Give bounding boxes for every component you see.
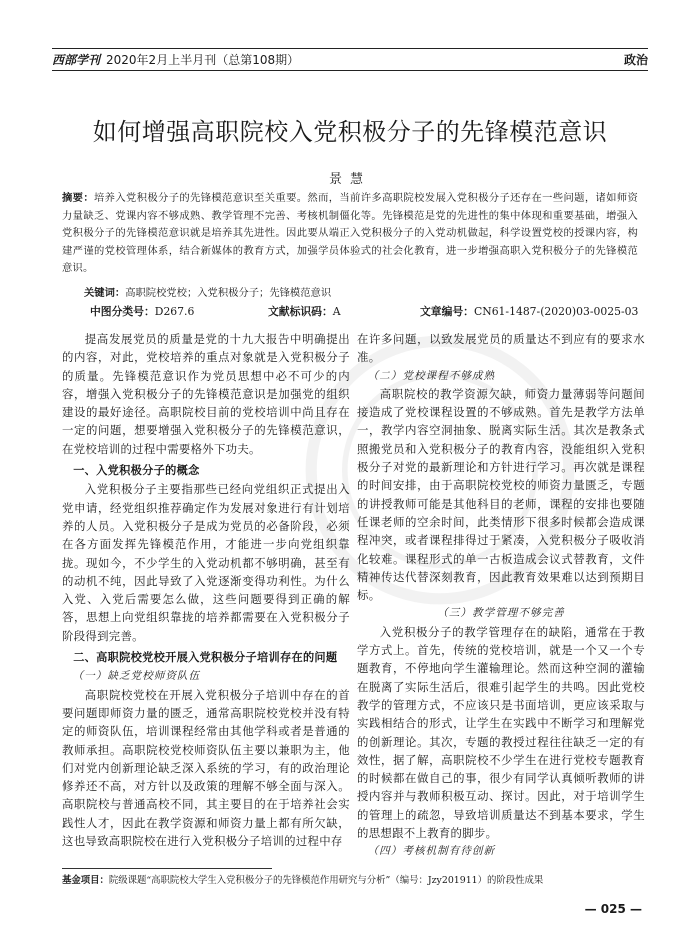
- footnote-rule: [62, 868, 272, 869]
- footnote-label: 基金项目：: [62, 875, 109, 886]
- keywords-label: 关键词：: [84, 287, 126, 299]
- author-name: 景慧: [328, 172, 371, 187]
- paragraph: 高职院校党校在开展入党积极分子培训中存在的首要问题即师资力量的匮乏，通常高职院校党校并没有特定的师资队伍，培训课程经常由其他学科或者是普通的教师承担。高职院校党校师资队伍主要以兼职为主，他们对党内创新理论缺乏深入系统的学习，有的政治理论修养还不高，对方针以及政策的理解不够全面与深入。高职院校与普通高校不同，其主要目的在于培养社会实践性人才，因此在教学资源和师资力量上都有所欠缺，这也导致高职院校在进行入党积极分子培训的过程中存: [62, 687, 350, 849]
- article-no-label: 文章编号：: [420, 305, 474, 318]
- article-number: [420, 303, 638, 320]
- header-bottom-rule: [52, 70, 648, 71]
- body-column-right: [357, 330, 645, 861]
- funding-footnote: [62, 874, 648, 888]
- subsection-heading: （三）教学管理不够完善: [437, 607, 565, 620]
- clc-label: 中图分类号：: [90, 305, 155, 318]
- body-column-left: [62, 330, 350, 850]
- issue-info: 2020年2月上半月刊（总第108期）: [106, 52, 300, 67]
- clc-value: D267.6: [154, 305, 195, 318]
- article-title: 如何增强高职院校入党积极分子的先锋模范意识: [92, 118, 608, 146]
- subsection-heading: （四）考核机制有待创新: [367, 845, 496, 858]
- subsection-heading: （一）缺乏党校师资队伍: [72, 670, 201, 683]
- document-code: [268, 303, 341, 320]
- paragraph: 高职院校的教学资源欠缺，师资力量薄弱等问题间接造成了党校课程设置的不够成熟。首先是教学方法单一，教学内容空洞抽象、脱离实际生活。其次是教条式照搬党员和入党积极分子的教育内容，没能组织入党积极分子对党的最新理论和方针进行学习。再次就是课程的时间安排，由于高职院校党校的师资力量匮乏，专题的讲授教师可能是其他科目的老师，课程的安排也要随任课老师的空余时间，此类情形下很多时候都会造成课程冲突，或者课程排得过于紧凑，入党积极分子吸收消化较难。课程形式的单一古板造成会议式替教育，文件精神传达代替深刻教育，因此教育效果难以达到预期目标。: [357, 386, 645, 603]
- keywords-text: 高职院校党校；入党积极分子；先锋模范意识: [125, 287, 332, 299]
- classification-line: [90, 303, 638, 320]
- paragraph: 提高发展党员的质量是党的十九大报告中明确提出的内容，对此，党校培养的重点对象就是入党积极分子的质量。先锋模范意识作为党员思想中必不可少的内容，增强入党积极分子的先锋模范意识是加强党的组织建设的最好途径。高职院校目前的党校培训中尚且存在一定的问题，想要增强入党积极分子的先锋模范意识，在党校培训的过程中需要格外下功夫。: [62, 332, 350, 456]
- journal-name: 西部学刊: [52, 52, 101, 67]
- page-number: — 025 —: [584, 902, 642, 916]
- abstract: [62, 190, 638, 278]
- header-top-rule: [52, 48, 648, 49]
- doc-code-value: A: [332, 305, 341, 318]
- doc-code-label: 文献标识码：: [268, 305, 333, 318]
- paragraph: 入党积极分子的教学管理存在的缺陷，通常在于教学方式上。首先，传统的党校培训，就是一个又一个专题教育，不停地向学生灌输理论。然而这种空洞的灌输在脱离了实际生活后，很难引起学生的共鸣。因此党校教学的管理方式，不应该只是书面培训，更应该采取与实践相结合的形式，让学生在实践中不断学习和理解党的创新理论。其次，专题的教授过程往往缺乏一定的有效性，据了解，高职院校不少学生在进行党校专题教育的时候都在做自己的事，很少有同学认真倾听教师的讲授内容并与教师积极互动、探讨。因此，对于培训学生的管理上的疏忽，导致培训质量达不到基本要求，学生的思想跟不上教育的脚步。: [357, 624, 645, 841]
- subsection-heading: （二）党校课程不够成熟: [367, 369, 496, 382]
- section-name: 政治: [623, 52, 648, 67]
- section-heading: 一、入党积极分子的概念: [73, 464, 200, 478]
- paragraph: 入党积极分子主要指那些已经向党组织正式提出入党申请，经党组织推荐确定作为发展对象进行有计划培养的人员。入党积极分子是成为党员的必备阶段，必须在各方面发挥先锋模范作用，才能进一步向党组织靠拢。现如今，不少学生的入党动机都不够明确，甚至有的动机不纯，因此导致了入党逐渐变得功利性。为什么入党、入党后需要怎么做，这些问题要得到正确的解答，思想上向党组织靠拢的培养都需要在入党积极分子阶段得到完善。: [62, 482, 350, 643]
- running-header: [52, 50, 648, 68]
- abstract-label: 摘要：: [62, 192, 95, 204]
- abstract-text: 培养入党积极分子的先锋模范意识至关重要。然而，当前许多高职院校发展入党积极分子还存在一些问题，诸如师资力量缺乏、党课内容不够成熟、教学管理不完善、考核机制僵化等。先锋模范是党的先进性的集中体现和重要基础，增强入党积极分子的先锋模范意识就是培养其先进性。因此要从端正入党积极分子的入党动机做起，科学设置党校的授课内容，构建严谨的党校管理体系，结合新媒体的教育方式，加强学员体验式的社会化教育，进一步增强高职入党积极分子的先锋模范意识。: [62, 192, 638, 274]
- section-heading: 二、高职院校党校开展入党积极分子培训存在的问题: [73, 651, 338, 665]
- clc-code: [90, 303, 194, 320]
- article-no-value: CN61-1487-(2020)03-0025-03: [473, 305, 639, 318]
- paragraph: 在许多问题，以致发展党员的质量达不到应有的要求水准。: [357, 332, 645, 365]
- keywords: [84, 285, 638, 302]
- footnote-text: 院级课题“高职院校大学生入党积极分子的先锋模范作用研究与分析”（编号：Jzy201911）的阶段性成果: [108, 875, 544, 886]
